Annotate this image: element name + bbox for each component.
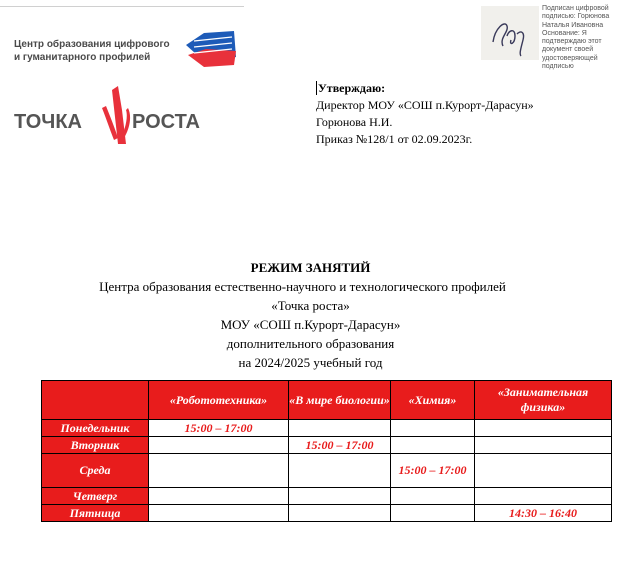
signature-line: подтверждаю этот bbox=[542, 38, 602, 46]
time-cell bbox=[149, 505, 289, 522]
heading-line1: Центра образования естественно-научного и технологического профилей bbox=[99, 279, 506, 294]
time-cell bbox=[149, 488, 289, 505]
center-name-line2: и гуманитарного профилей bbox=[14, 52, 151, 63]
table-corner-cell bbox=[42, 381, 149, 420]
signature-line: документ своей bbox=[542, 46, 594, 54]
heading-line5: на 2024/2025 учебный год bbox=[238, 355, 383, 370]
table-row bbox=[42, 505, 612, 522]
signature-line: подписью bbox=[542, 63, 574, 71]
schedule-table bbox=[41, 380, 612, 522]
time-cell bbox=[391, 488, 475, 505]
day-cell: Вторник bbox=[42, 437, 149, 454]
time-cell bbox=[149, 454, 289, 488]
document-title: РЕЖИМ ЗАНЯТИЙ bbox=[250, 260, 371, 275]
top-rule bbox=[0, 6, 244, 7]
approval-title: Утверждаю: bbox=[318, 81, 386, 95]
column-header: «Занимательная физика» bbox=[475, 381, 612, 420]
time-cell bbox=[475, 488, 612, 505]
time-cell bbox=[289, 505, 391, 522]
time-cell bbox=[149, 437, 289, 454]
signature-line: Основание: Я bbox=[542, 29, 587, 37]
time-cell: 15:00 – 17:00 bbox=[149, 420, 289, 437]
brand-right-word: РОСТА bbox=[132, 111, 200, 133]
time-cell: 15:00 – 17:00 bbox=[289, 437, 391, 454]
brand-left-word: ТОЧКА bbox=[14, 111, 82, 133]
time-cell bbox=[475, 437, 612, 454]
time-cell bbox=[289, 454, 391, 488]
table-row bbox=[42, 488, 612, 505]
day-cell: Четверг bbox=[42, 488, 149, 505]
time-cell bbox=[391, 505, 475, 522]
document-heading bbox=[0, 258, 621, 372]
signature-line: удостоверяющей bbox=[542, 54, 598, 62]
handwritten-signature bbox=[481, 6, 539, 60]
center-name-line1: Центр образования цифрового bbox=[14, 39, 170, 50]
time-cell bbox=[289, 488, 391, 505]
time-cell bbox=[391, 437, 475, 454]
column-header: «Химия» bbox=[391, 381, 475, 420]
column-header: «В мире биологии» bbox=[289, 381, 391, 420]
digital-signature-note bbox=[542, 5, 618, 71]
table-header-row bbox=[42, 381, 612, 420]
heading-line2: «Точка роста» bbox=[271, 298, 350, 313]
time-cell bbox=[289, 420, 391, 437]
time-cell bbox=[475, 420, 612, 437]
approval-block bbox=[316, 80, 534, 148]
day-cell: Пятница bbox=[42, 505, 149, 522]
tochka-rosta-logo bbox=[14, 86, 224, 144]
national-project-logo bbox=[184, 27, 238, 69]
signature-line: Наталья Ивановна bbox=[542, 21, 604, 29]
signature-line: Подписан цифровой bbox=[542, 5, 609, 12]
column-header: «Робототехника» bbox=[149, 381, 289, 420]
table-row bbox=[42, 454, 612, 488]
day-cell: Среда bbox=[42, 454, 149, 488]
heading-line4: дополнительного образования bbox=[226, 336, 395, 351]
table-row bbox=[42, 420, 612, 437]
time-cell: 14:30 – 16:40 bbox=[475, 505, 612, 522]
signature-line: подписью: Горюнова bbox=[542, 13, 610, 21]
time-cell bbox=[391, 420, 475, 437]
approval-director: Директор МОУ «СОШ п.Курорт-Дарасун» bbox=[316, 98, 534, 112]
approval-order: Приказ №128/1 от 02.09.2023г. bbox=[316, 132, 473, 146]
time-cell bbox=[475, 454, 612, 488]
center-name bbox=[14, 38, 170, 64]
heading-line3: МОУ «СОШ п.Курорт-Дарасун» bbox=[220, 317, 401, 332]
approval-name: Горюнова Н.И. bbox=[316, 115, 393, 129]
time-cell: 15:00 – 17:00 bbox=[391, 454, 475, 488]
table-row bbox=[42, 437, 612, 454]
day-cell: Понедельник bbox=[42, 420, 149, 437]
